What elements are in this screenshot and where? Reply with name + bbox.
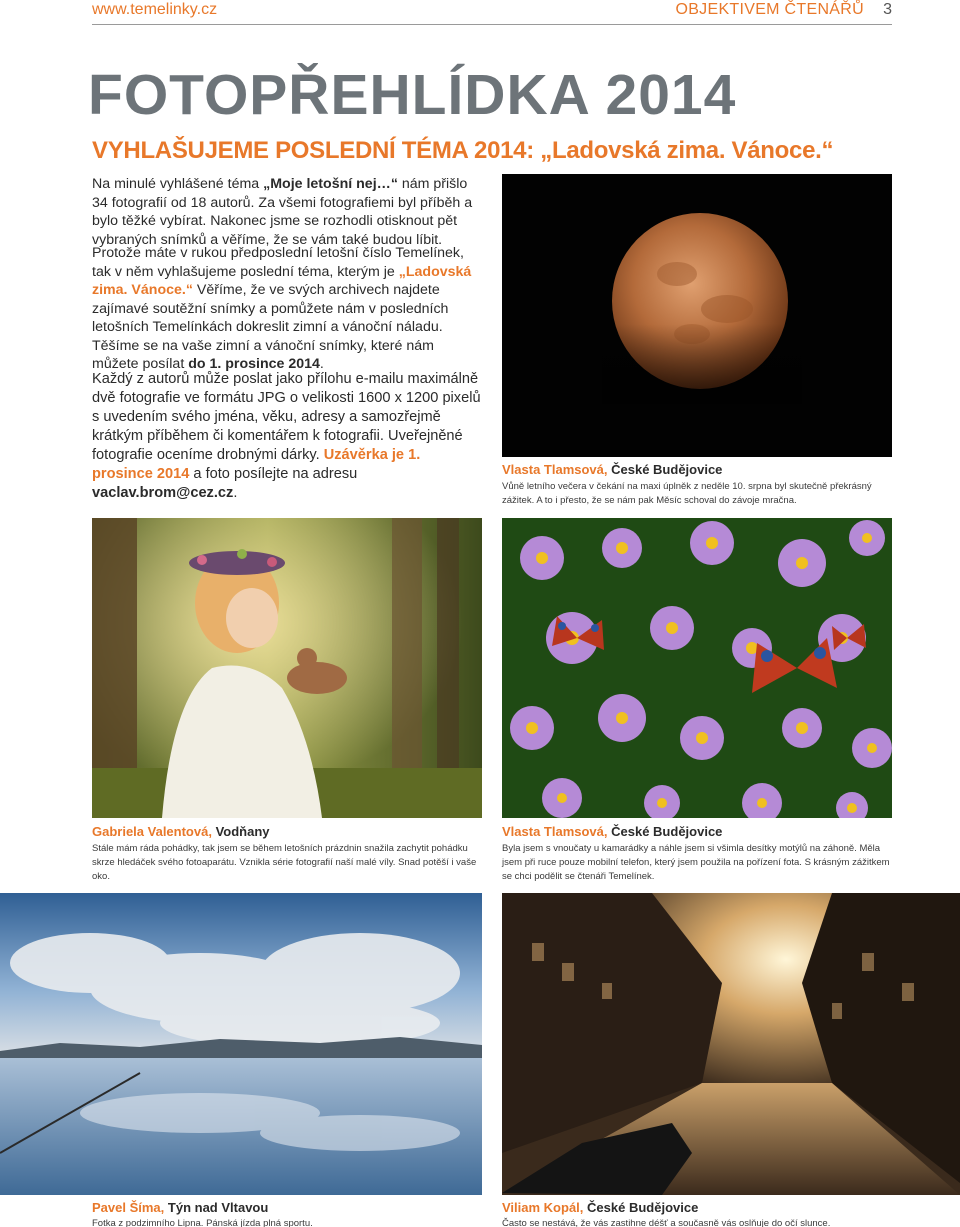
author-place: Vodňany	[215, 824, 270, 839]
street-photo	[502, 893, 960, 1195]
text-run: Protože máte v rukou předposlední letošní číslo Temelínek, tak v něm vyhlašujeme poslední téma, kterým je	[92, 245, 464, 280]
intro-paragraph	[92, 175, 487, 249]
author-place: České Budějovice	[611, 462, 723, 477]
author-place: České Budějovice	[611, 824, 723, 839]
author-place: Týn nad Vltavou	[167, 1200, 269, 1215]
lake-photo-caption	[92, 1200, 482, 1227]
page-number: 3	[883, 1, 892, 18]
page-subtitle: VYHLAŠUJEME POSLEDNÍ TÉMA 2014: „Ladovská zima. Vánoce.“	[92, 137, 834, 164]
caption-author-line	[502, 1200, 922, 1216]
butterflies-photo-caption	[502, 824, 892, 884]
caption-author-line	[502, 462, 902, 478]
author-name: Pavel Šíma,	[92, 1200, 165, 1215]
text-run: Na minulé vyhlášené téma	[92, 176, 264, 192]
moon-photo-caption	[502, 462, 902, 508]
website-link[interactable]: www.temelinky.cz	[92, 1, 218, 18]
text-run: .	[319, 356, 324, 372]
text-run: Věříme, že ve svých archivech najdete zajímavé soutěžní snímky a pomůžete nám v posledních letošních Temelínkách dokreslit zimní a vánoční náladu. Těšíme se na vaše zimní a vánoční snímky, které nám můžete posílat	[92, 282, 449, 372]
deadline-highlight: Uzávěrka je 1. prosince 2014	[92, 447, 421, 482]
street-photo-caption	[502, 1200, 922, 1227]
caption-author-line	[92, 824, 482, 840]
author-name: Gabriela Valentová,	[92, 824, 212, 839]
caption-text: Vůně letního večera v čekání na maxi úplněk z neděle 10. srpna byl skutečně překrásný zážitek. A to i přesto, že se nám pak Měsíc schoval do závoje mračna.	[502, 481, 872, 506]
new-theme: „Ladovská zima. Vánoce.“	[92, 263, 472, 298]
deadline-date: do 1. prosince 2014	[188, 356, 320, 372]
caption-author-line	[502, 824, 892, 840]
text-run: a foto posílejte na adresu	[189, 466, 358, 482]
moon-photo	[502, 174, 892, 457]
text-run: .	[233, 485, 238, 501]
butterflies-photo	[502, 518, 892, 818]
theme-paragraph	[92, 244, 484, 374]
text-run: nám přišlo 34 fotografií od 18 autorů. Za všemi fotografiemi byl příběh a bylo těžké vybírat. Nakonec jsme se rozhodli otisknout pět vybraných snímků a věříme, že se vám také budou líbit.	[92, 176, 473, 248]
caption-author-line	[92, 1200, 482, 1216]
email-address[interactable]: vaclav.brom@cez.cz	[92, 485, 234, 501]
caption-text: Stále mám ráda pohádky, tak jsem se během letošních prázdnin snažila zachytit pohádku skrze hledáček svého fotoaparátu. Vznikla série fotografií naší malé víly. Snad potěší i vaše oko.	[92, 843, 477, 882]
previous-theme: „Moje letošní nej…“	[263, 176, 398, 192]
author-name: Vlasta Tlamsová,	[502, 462, 608, 477]
page-title: FOTOPŘEHLÍDKA 2014	[88, 63, 737, 127]
girl-fairy-photo	[92, 518, 482, 818]
girl-photo-caption	[92, 824, 482, 884]
rules-paragraph	[92, 370, 484, 503]
author-name: Viliam Kopál,	[502, 1200, 584, 1215]
author-place: České Budějovice	[587, 1200, 699, 1215]
author-name: Vlasta Tlamsová,	[502, 824, 608, 839]
header-divider	[92, 24, 892, 25]
text-run: Každý z autorů může poslat jako přílohu e-mailu maximálně dvě fotografie ve formátu JPG o velikosti 1600 x 1200 pixelů s uvedením svého jména, věku, adresy a samozřejmě krátkým příběhem či komentářem k fotografii. Uveřejněné fotografie oceníme drobnými dárky.	[92, 371, 481, 463]
caption-text: Fotka z podzimního Lipna. Pánská jízda plná sportu.	[92, 1218, 313, 1227]
section-label: OBJEKTIVEM ČTENÁŘŮ	[675, 1, 864, 18]
lake-photo	[0, 893, 482, 1195]
caption-text: Často se nestává, že vás zastihne déšť a současně vás oslňuje do očí slunce.	[502, 1218, 831, 1227]
caption-text: Byla jsem s vnoučaty u kamarádky a náhle jsem si všimla desítky motýlů na záhoně. Měla jsem při ruce pouze mobilní telefon, který jsem použila na pořízení fota. S krásným zážitkem se chci podělit se čtenáři Temelínek.	[502, 843, 890, 882]
